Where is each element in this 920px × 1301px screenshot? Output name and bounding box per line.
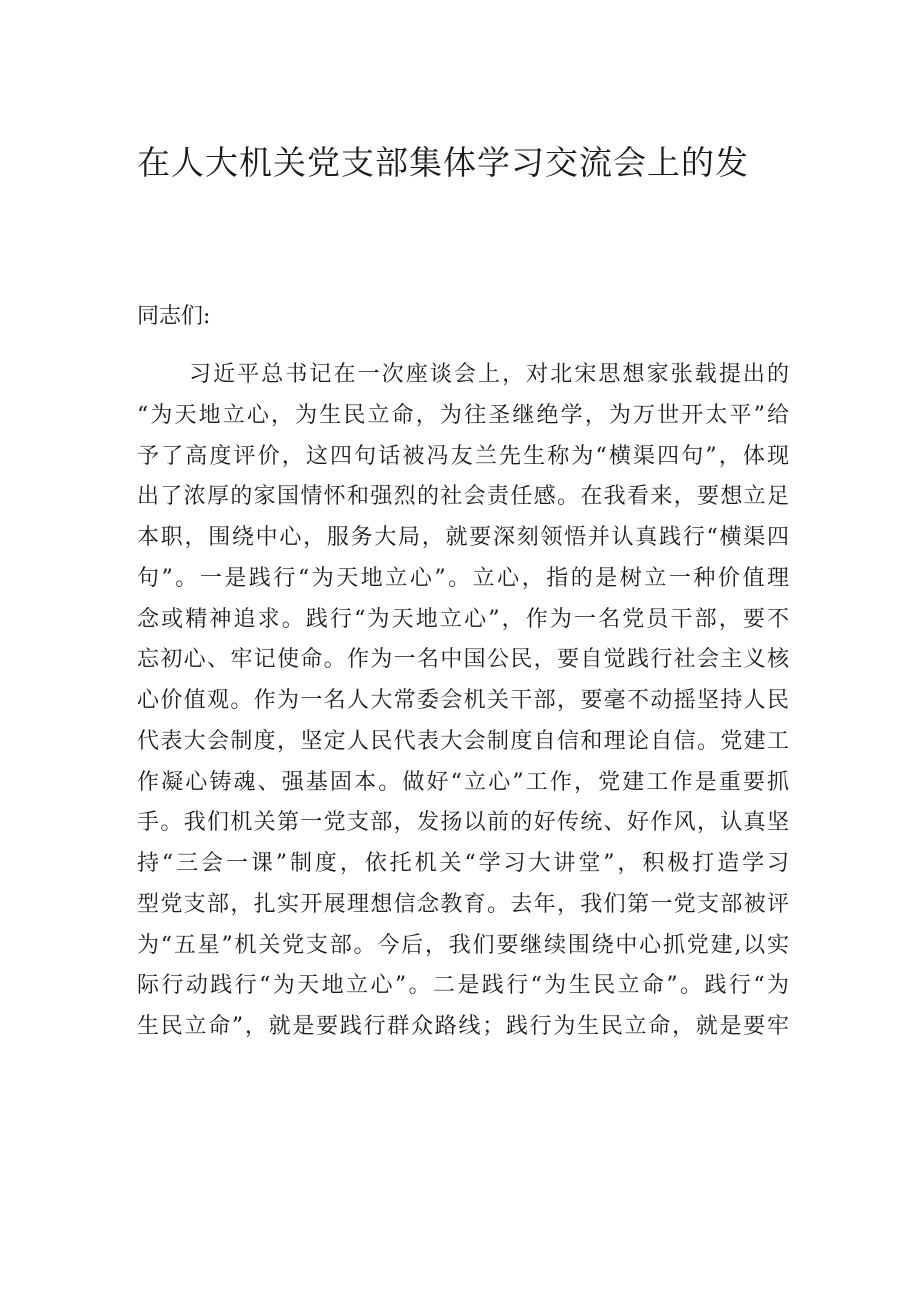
body-line: 型党支部，扎实开展理想信念教育。去年，我们第一党支部被评 xyxy=(137,891,789,917)
body-line: 际行动践行“为天地立心”。二是践行“为生民立命”。践行“为 xyxy=(137,973,789,999)
body-line: 予了高度评价，这四句话被冯友兰先生称为“横渠四句”，体现 xyxy=(137,443,789,469)
body-line: 习近平总书记在一次座谈会上，对北宋思想家张载提出的 xyxy=(189,362,789,387)
body-line: 出了浓厚的家国情怀和强烈的社会责任感。在我看来，要想立足 xyxy=(137,484,789,510)
body-line: 持“三会一课”制度，依托机关“学习大讲堂”，积极打造学习 xyxy=(137,851,789,876)
body-line: 句”。一是践行“为天地立心”。立心，指的是树立一种价值理 xyxy=(137,565,789,591)
body-line: 代表大会制度，坚定人民代表大会制度自信和理论自信。党建工 xyxy=(137,728,789,754)
body-line: 本职，围绕中心，服务大局，就要深刻领悟并认真践行“横渠四 xyxy=(137,525,789,550)
body-line: 作凝心铸魂、强基固本。做好“立心”工作，党建工作是重要抓 xyxy=(137,769,789,795)
body-line: 心价值观。作为一名人大常委会机关干部，要毫不动摇坚持人民 xyxy=(137,688,789,713)
body-paragraph xyxy=(137,355,789,1048)
document-title: 在人大机关党支部集体学习交流会上的发 xyxy=(137,143,749,182)
body-line: 手。我们机关第一党支部，发扬以前的好传统、好作风，认真坚 xyxy=(137,810,789,836)
salutation: 同志们: xyxy=(137,304,211,329)
body-line: 忘初心、牢记使命。作为一名中国公民，要自觉践行社会主义核 xyxy=(137,647,789,673)
body-line: 为“五星”机关党支部。今后，我们要继续围绕中心抓党建,以实 xyxy=(137,932,789,958)
body-line: 生民立命”，就是要践行群众路线；践行为生民立命，就是要牢 xyxy=(137,1014,789,1039)
body-line: 念或精神追求。践行“为天地立心”，作为一名党员干部，要不 xyxy=(137,606,789,632)
body-line: “为天地立心，为生民立命，为往圣继绝学，为万世开太平”给 xyxy=(137,402,789,428)
